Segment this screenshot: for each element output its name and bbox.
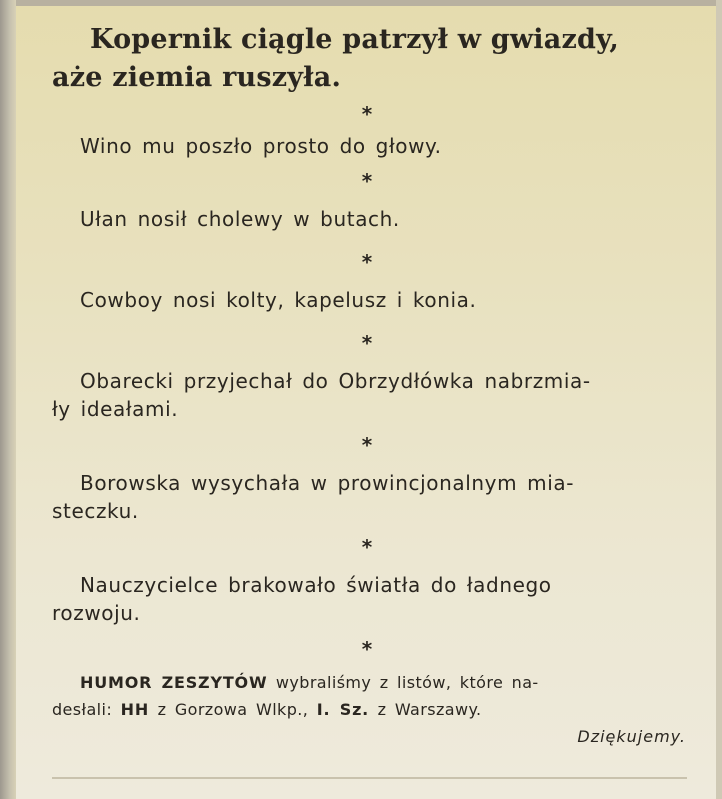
article-body — [52, 22, 692, 750]
quote-line: Wino mu poszło prosto do głowy. — [80, 134, 442, 158]
headline-line-1: Kopernik ciągle patrzył w gwiazdy, — [90, 24, 619, 55]
credits-line-2 — [52, 696, 692, 723]
author-city: z Warszawy. — [377, 700, 482, 719]
headline — [52, 22, 692, 96]
quote-entry — [52, 286, 692, 314]
quote-line: Borowska wysychała w prowincjonalnym mia- — [80, 471, 575, 495]
scan-border-right — [716, 0, 722, 799]
scan-border-top — [0, 0, 722, 6]
separator-star: * — [361, 169, 373, 193]
quote-entry — [52, 469, 692, 525]
thanks-line: Dziękujemy. — [577, 727, 686, 746]
headline-line-2: aże ziemia ruszyła. — [52, 62, 342, 93]
quote-line: steczku. — [52, 499, 139, 523]
separator-star: * — [361, 102, 373, 126]
author-initials: HH — [120, 700, 150, 719]
author-city: z Gorzowa Wlkp., — [157, 700, 309, 719]
bottom-rule — [52, 777, 687, 779]
credits-text: desłali: — [52, 700, 113, 719]
quote-line: Ułan nosił cholewy w butach. — [80, 207, 400, 231]
scan-border-left — [0, 0, 16, 799]
credits-line-1 — [52, 669, 692, 696]
quote-entry — [52, 367, 692, 423]
quote-line: Nauczycielce brakowało światła do ładnego — [80, 573, 552, 597]
separator-star: * — [361, 250, 373, 274]
separator-star: * — [361, 535, 373, 559]
quote-entry — [52, 205, 692, 233]
author-initials: I. Sz. — [316, 700, 370, 719]
quote-line: rozwoju. — [52, 601, 141, 625]
quote-line: Cowboy nosi kolty, kapelusz i konia. — [80, 288, 477, 312]
section-name: HUMOR ZESZYTÓW — [80, 673, 268, 692]
credits-note — [52, 669, 692, 750]
quote-line: Obarecki przyjechał do Obrzydłówka nabrzmia- — [80, 369, 591, 393]
separator-star: * — [361, 331, 373, 355]
quote-entry — [52, 132, 692, 160]
quote-line: ły ideałami. — [52, 397, 179, 421]
separator-star: * — [361, 637, 373, 661]
credits-text: wybraliśmy z listów, które na- — [275, 673, 539, 692]
quote-entry — [52, 571, 692, 627]
separator-star: * — [361, 433, 373, 457]
